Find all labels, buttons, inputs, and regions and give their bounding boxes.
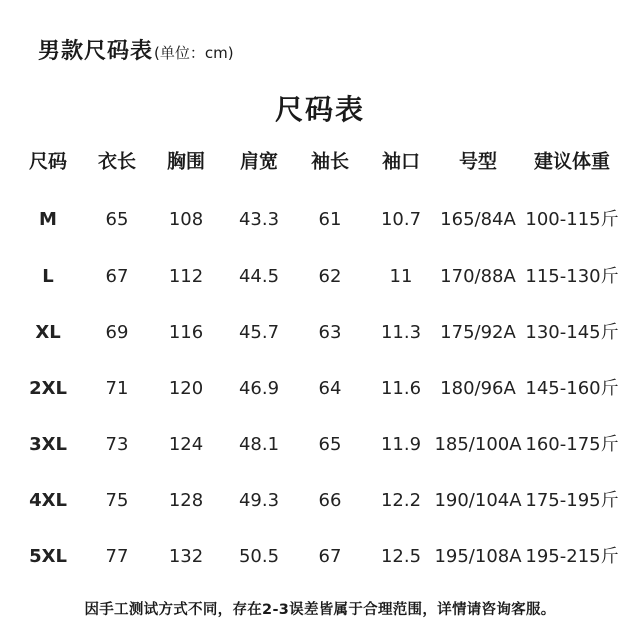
table-cell-fit-code: 170/88A bbox=[440, 266, 516, 287]
table-cell-shoulder: 49.3 bbox=[238, 490, 280, 511]
table-cell-weight: 145-160斤 bbox=[525, 378, 619, 399]
size-label: XL bbox=[35, 322, 61, 343]
table-cell-chest: 124 bbox=[168, 434, 204, 455]
table-cell-chest: 128 bbox=[168, 490, 204, 511]
table-cell-shoulder: 50.5 bbox=[238, 546, 280, 567]
table-cell-length: 65 bbox=[105, 209, 129, 230]
table-cell-sleeve-length: 65 bbox=[318, 434, 342, 455]
table-cell-sleeve-length: 66 bbox=[318, 490, 342, 511]
table-cell-fit-code: 165/84A bbox=[440, 209, 516, 230]
table-cell-length: 67 bbox=[105, 266, 129, 287]
table-cell-chest: 120 bbox=[168, 378, 204, 399]
table-title: 尺码表 bbox=[274, 93, 365, 126]
size-label: L bbox=[42, 266, 54, 287]
column-header-chest: 胸围 bbox=[166, 150, 206, 173]
column-header-shoulder: 肩宽 bbox=[239, 150, 279, 173]
column-header-length: 衣长 bbox=[97, 150, 137, 173]
table-cell-shoulder: 43.3 bbox=[238, 209, 280, 230]
table-cell-weight: 100-115斤 bbox=[525, 209, 619, 230]
table-cell-fit-code: 175/92A bbox=[440, 322, 516, 343]
size-label: 4XL bbox=[29, 490, 67, 511]
table-cell-sleeve-length: 67 bbox=[318, 546, 342, 567]
table-cell-weight: 115-130斤 bbox=[525, 266, 619, 287]
table-cell-sleeve-length: 64 bbox=[318, 378, 342, 399]
table-cell-fit-code: 180/96A bbox=[440, 378, 516, 399]
table-cell-cuff: 11.9 bbox=[380, 434, 422, 455]
table-cell-sleeve-length: 61 bbox=[318, 209, 342, 230]
table-cell-cuff: 11.3 bbox=[380, 322, 422, 343]
table-cell-shoulder: 45.7 bbox=[238, 322, 280, 343]
table-cell-cuff: 10.7 bbox=[380, 209, 422, 230]
table-cell-length: 71 bbox=[105, 378, 129, 399]
column-header-weight: 建议体重 bbox=[533, 150, 611, 173]
table-cell-shoulder: 44.5 bbox=[238, 266, 280, 287]
table-cell-fit-code: 195/108A bbox=[434, 546, 522, 567]
table-cell-sleeve-length: 62 bbox=[318, 266, 342, 287]
chart-heading: 男款尺码表 bbox=[38, 39, 154, 64]
table-cell-shoulder: 48.1 bbox=[238, 434, 280, 455]
size-label: 3XL bbox=[29, 434, 67, 455]
unit-label: (单位：cm) bbox=[154, 44, 234, 62]
table-cell-sleeve-length: 63 bbox=[318, 322, 342, 343]
table-cell-chest: 112 bbox=[168, 266, 204, 287]
column-header-fit-code: 号型 bbox=[458, 150, 498, 173]
column-header-size: 尺码 bbox=[28, 150, 68, 173]
table-cell-weight: 195-215斤 bbox=[525, 546, 619, 567]
size-label: M bbox=[39, 209, 57, 230]
column-header-sleeve-length: 袖长 bbox=[310, 150, 350, 173]
column-header-cuff: 袖口 bbox=[381, 150, 421, 173]
table-cell-chest: 108 bbox=[168, 209, 204, 230]
table-cell-length: 73 bbox=[105, 434, 129, 455]
size-label: 5XL bbox=[29, 546, 67, 567]
table-cell-chest: 132 bbox=[168, 546, 204, 567]
table-cell-cuff: 12.2 bbox=[380, 490, 422, 511]
table-cell-length: 77 bbox=[105, 546, 129, 567]
table-cell-cuff: 11 bbox=[389, 266, 413, 287]
table-cell-length: 75 bbox=[105, 490, 129, 511]
table-cell-cuff: 11.6 bbox=[380, 378, 422, 399]
table-cell-fit-code: 190/104A bbox=[434, 490, 522, 511]
table-cell-weight: 160-175斤 bbox=[525, 434, 619, 455]
table-cell-weight: 175-195斤 bbox=[525, 490, 619, 511]
table-cell-length: 69 bbox=[105, 322, 129, 343]
size-label: 2XL bbox=[29, 378, 67, 399]
table-cell-chest: 116 bbox=[168, 322, 204, 343]
table-cell-weight: 130-145斤 bbox=[525, 322, 619, 343]
table-cell-shoulder: 46.9 bbox=[238, 378, 280, 399]
measurement-note: 因手工测试方式不同，存在2-3误差皆属于合理范围，详情请咨询客服。 bbox=[84, 602, 556, 618]
table-cell-cuff: 12.5 bbox=[380, 546, 422, 567]
table-cell-fit-code: 185/100A bbox=[434, 434, 522, 455]
